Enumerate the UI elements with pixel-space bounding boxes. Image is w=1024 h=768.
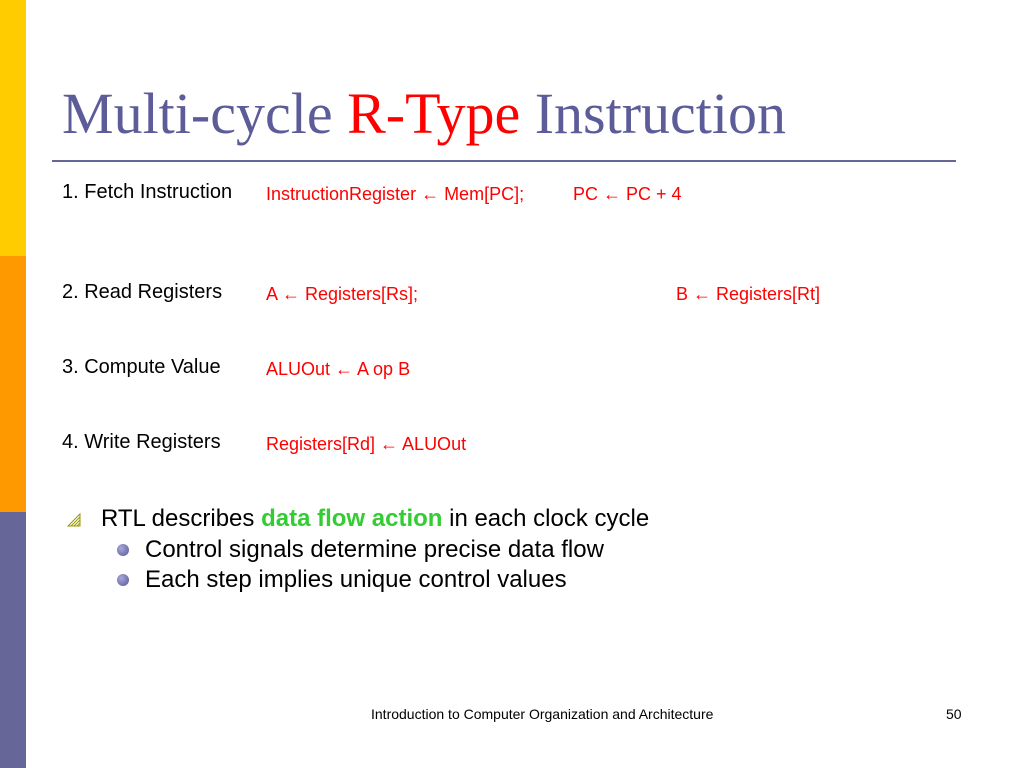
title-part-3: Instruction [520,81,786,146]
bullet-highlight: data flow action [261,505,443,532]
sub-bullet-dot-2 [117,574,129,586]
step-3-rtl-1: ALUOut ← A op B [266,359,411,379]
footer-course: Introduction to Computer Organization and Architecture [371,706,714,722]
side-bar-purple [0,512,26,768]
pencil-icon [66,512,82,528]
side-bar-orange [0,256,26,512]
step-2-rtl-1: A ← Registers[Rs]; [266,284,419,304]
step-1-rtl-2: PC ← PC + 4 [573,184,682,204]
bullet-suffix: in each clock cycle [442,505,650,532]
sub-bullet-1: Control signals determine precise data flow [145,536,604,563]
title-part-1: Multi-cycle [62,81,348,146]
slide-title [62,82,786,146]
page-number: 50 [946,706,962,722]
step-2-label: 2. Read Registers [62,281,223,303]
bullet-rtl-description [101,505,649,533]
side-bar-yellow [0,0,26,256]
step-1-label: 1. Fetch Instruction [62,181,233,203]
title-divider [52,160,956,162]
sub-bullet-dot-1 [117,544,129,556]
bullet-prefix: RTL describes [101,505,262,532]
step-4-rtl-1: Registers[Rd] ← ALUOut [266,434,467,454]
title-part-2: R-Type [347,81,521,146]
sub-bullet-2: Each step implies unique control values [145,566,567,593]
step-3-label: 3. Compute Value [62,356,221,378]
step-2-rtl-2: B ← Registers[Rt] [676,284,821,304]
step-4-label: 4. Write Registers [62,431,221,453]
step-1-rtl-1: InstructionRegister ← Mem[PC]; [266,184,525,204]
